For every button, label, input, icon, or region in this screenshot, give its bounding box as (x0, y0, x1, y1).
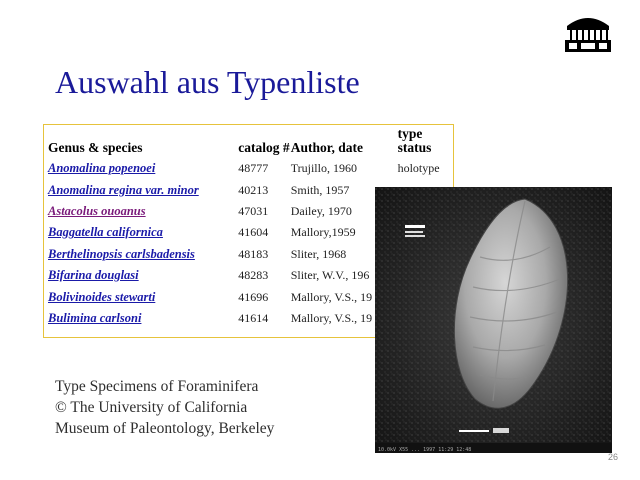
table-row (48, 158, 453, 179)
credits-line: Type Specimens of Foraminifera (55, 378, 259, 395)
page-number: 26 (608, 452, 619, 462)
catalog-number: 40213 (238, 182, 269, 197)
header-status: type status (397, 126, 432, 155)
species-link[interactable]: Bulimina carlsoni (48, 310, 142, 325)
species-link[interactable]: Bifarina douglasi (48, 268, 139, 283)
author-date: Trujillo, 1960 (290, 161, 357, 176)
species-link[interactable]: Anomalina popenoei (48, 161, 156, 176)
sem-footer-text: 10.0kV X55 ... 1997 11:29 12:48 (378, 447, 472, 453)
slide-title: Auswahl aus Typenliste (55, 64, 360, 100)
university-logo (563, 12, 613, 54)
author-date: Mallory, V.S., 19 (290, 310, 373, 325)
credits (55, 376, 274, 439)
author-date: Sliter, 1968 (290, 246, 347, 261)
catalog-number: 41696 (238, 289, 269, 304)
foraminifera-specimen-image (375, 187, 612, 453)
university-building-logo-icon (563, 12, 613, 54)
header-species: Genus & species (48, 140, 143, 155)
catalog-number: 48777 (238, 161, 269, 176)
catalog-number: 48283 (238, 268, 269, 283)
species-link[interactable]: Bolivinoides stewarti (48, 289, 156, 304)
author-date: Smith, 1957 (290, 182, 350, 197)
species-link[interactable]: Berthelinopsis carlsbadensis (48, 246, 195, 261)
author-date: Dailey, 1970 (290, 203, 352, 218)
catalog-number: 48183 (238, 246, 269, 261)
author-date: Sliter, W.V., 196 (290, 268, 370, 283)
catalog-number: 47031 (238, 203, 269, 218)
species-link[interactable]: Anomalina regina var. minor (48, 182, 199, 197)
sem-micrograph (375, 187, 612, 453)
credits-line: © The University of California (55, 399, 248, 416)
catalog-number: 41614 (238, 310, 269, 325)
header-author: Author, date (290, 140, 363, 155)
header-catalog: catalog # (238, 140, 290, 155)
author-date: Mallory,1959 (290, 225, 356, 240)
species-link[interactable]: Baggatella californica (48, 225, 163, 240)
species-link[interactable]: Astacolus ouoanus (48, 203, 146, 218)
catalog-number: 41604 (238, 225, 269, 240)
credits-line: Museum of Paleontology, Berkeley (55, 420, 275, 437)
type-status: holotype (397, 161, 440, 176)
author-date: Mallory, V.S., 19 (290, 289, 373, 304)
